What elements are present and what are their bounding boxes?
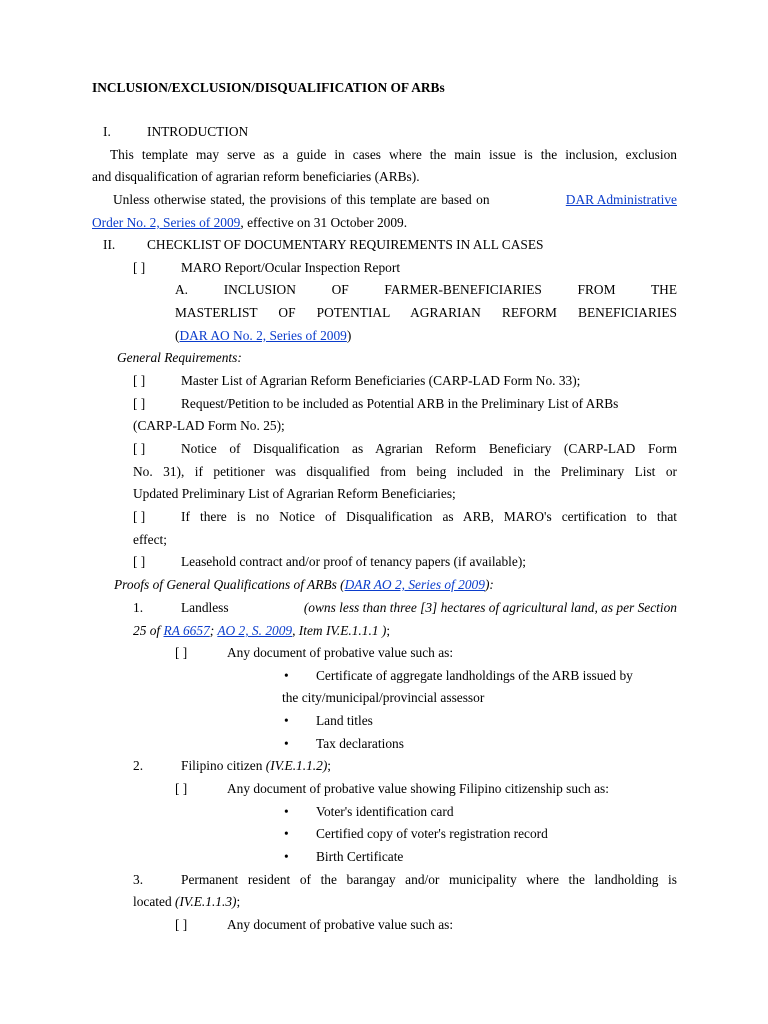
intro-paragraph-1-line-1: This template may serve as a guide in cases where the main issue is the inclusion, exclusion: [110, 147, 677, 162]
requirement-1: Master List of Agrarian Reform Beneficiaries (CARP-LAD Form No. 33);: [181, 373, 581, 388]
q1-text-d: ;: [386, 623, 391, 638]
paren-close: ): [346, 328, 352, 343]
q3-probative-text: Any document of probative value such as:: [227, 917, 454, 932]
dar-ao-2-series-2009-link[interactable]: DAR AO 2, Series of 2009: [344, 577, 485, 592]
proofs-heading: [114, 576, 494, 593]
requirement-3-line-3: Updated Preliminary List of Agrarian Reform Beneficiaries;: [133, 486, 456, 501]
q2-bullet-3: •: [284, 849, 289, 864]
section-1-heading: INTRODUCTION: [147, 124, 249, 139]
intro-paragraph-2-line-2: [92, 214, 407, 231]
dar-administrative-order-link[interactable]: DAR Administrative: [565, 192, 677, 207]
requirement-2-line-1: Request/Petition to be included as Potential ARB in the Preliminary List of ARBs: [181, 396, 619, 411]
requirement-2-line-2: (CARP-LAD Form No. 25);: [133, 418, 285, 433]
checkbox-req-5[interactable]: [ ]: [133, 554, 146, 569]
q2-tail: ;: [327, 758, 332, 773]
q1-bullet-1: •: [284, 668, 289, 683]
requirement-4-line-1: If there is no Notice of Disqualification as ARB, MARO's certification to that: [181, 509, 677, 524]
intro-paragraph-2-line-1: [113, 191, 677, 208]
q1-bullet-2: •: [284, 713, 289, 728]
q3-label: located: [133, 894, 176, 909]
checkbox-req-1[interactable]: [ ]: [133, 373, 146, 388]
document-title: INCLUSION/EXCLUSION/DISQUALIFICATION OF ARBs: [92, 80, 445, 95]
q2-ref: (IV.E.1.1.2): [265, 758, 328, 773]
q2-bullet-2: •: [284, 826, 289, 841]
subsection-a-line-2: MASTERLIST OF POTENTIAL AGRARIAN REFORM BENEFICIARIES: [175, 305, 677, 320]
qualification-3-number: 3.: [133, 872, 144, 887]
q1-bullet-3-text: Tax declarations: [316, 736, 404, 751]
qualification-1-label: Landless: [181, 600, 229, 615]
paren-open: (: [175, 328, 180, 343]
section-2-heading: CHECKLIST OF DOCUMENTARY REQUIREMENTS IN ALL CASES: [147, 237, 544, 252]
checkbox-req-3[interactable]: [ ]: [133, 441, 146, 456]
q3-tail: ;: [236, 894, 241, 909]
intro-paragraph-1-line-2: and disqualification of agrarian reform beneficiaries (ARBs).: [92, 169, 420, 184]
subsection-a-line-1: A. INCLUSION OF FARMER-BENEFICIARIES FROM THE: [175, 282, 677, 297]
qualification-2-number: 2.: [133, 758, 144, 773]
checkbox-req-4[interactable]: [ ]: [133, 509, 146, 524]
qualification-3-line-2: [133, 893, 240, 910]
q1-bullet-2-text: Land titles: [316, 713, 373, 728]
qualification-1-line-2: [133, 622, 390, 639]
qualification-2-line: [181, 757, 331, 774]
dar-administrative-order-link-continued[interactable]: Order No. 2, Series of 2009: [92, 215, 241, 230]
qualification-1-number: 1.: [133, 600, 144, 615]
q2-bullet-3-text: Birth Certificate: [316, 849, 404, 864]
requirement-4-line-2: effect;: [133, 532, 167, 547]
checkbox-q1[interactable]: [ ]: [175, 645, 188, 660]
q1-bullet-1-line-1: Certificate of aggregate landholdings of the ARB issued by: [316, 668, 633, 683]
checkbox-req-2[interactable]: [ ]: [133, 396, 146, 411]
section-2-number: II.: [103, 237, 116, 252]
q2-bullet-1-text: Voter's identification card: [316, 804, 454, 819]
q1-text-b: ;: [209, 623, 218, 638]
proofs-heading-tail: ):: [484, 577, 494, 592]
q1-bullet-3: •: [284, 736, 289, 751]
maro-report-label: MARO Report/Ocular Inspection Report: [181, 260, 401, 275]
ra-6657-link[interactable]: RA 6657: [163, 623, 210, 638]
q3-ref: (IV.E.1.1.3): [175, 894, 237, 909]
subsection-a-line-3: [175, 327, 351, 344]
checkbox-maro-report[interactable]: [ ]: [133, 260, 146, 275]
checkbox-q3[interactable]: [ ]: [175, 917, 188, 932]
qualification-3-line-1: Permanent resident of the barangay and/or municipality where the landholding is: [181, 872, 677, 887]
q1-text-c: , Item IV.E.1.1.1 ): [292, 623, 387, 638]
q1-bullet-1-line-2: the city/municipal/provincial assessor: [282, 690, 485, 705]
q2-bullet-1: •: [284, 804, 289, 819]
q2-label: Filipino citizen: [181, 758, 266, 773]
section-1-number: I.: [103, 124, 111, 139]
general-requirements-heading: General Requirements:: [117, 350, 242, 365]
q2-bullet-2-text: Certified copy of voter's registration record: [316, 826, 548, 841]
requirement-3-line-1: Notice of Disqualification as Agrarian Reform Beneficiary (CARP-LAD Form: [181, 441, 677, 456]
requirement-3-line-2: No. 31), if petitioner was disqualified from being included in the Preliminary List or: [133, 464, 677, 479]
dar-ao-no-2-link[interactable]: DAR AO No. 2, Series of 2009: [179, 328, 347, 343]
ao-2-s-2009-link[interactable]: AO 2, S. 2009: [217, 623, 293, 638]
qualification-1-detail: (owns less than three [3] hectares of agricultural land, as per Section: [303, 600, 677, 615]
q1-text-a: 25 of: [133, 623, 164, 638]
proofs-heading-text: Proofs of General Qualifications of ARBs (: [114, 577, 345, 592]
intro-paragraph-2-tail: , effective on 31 October 2009.: [240, 215, 408, 230]
qualification-1-line-1: [181, 599, 677, 616]
checkbox-q2[interactable]: [ ]: [175, 781, 188, 796]
q2-probative-text: Any document of probative value showing Filipino citizenship such as:: [227, 781, 609, 796]
intro-paragraph-2-text: Unless otherwise stated, the provisions of this template are based on: [113, 192, 490, 207]
q1-probative-text: Any document of probative value such as:: [227, 645, 454, 660]
requirement-5: Leasehold contract and/or proof of tenancy papers (if available);: [181, 554, 527, 569]
